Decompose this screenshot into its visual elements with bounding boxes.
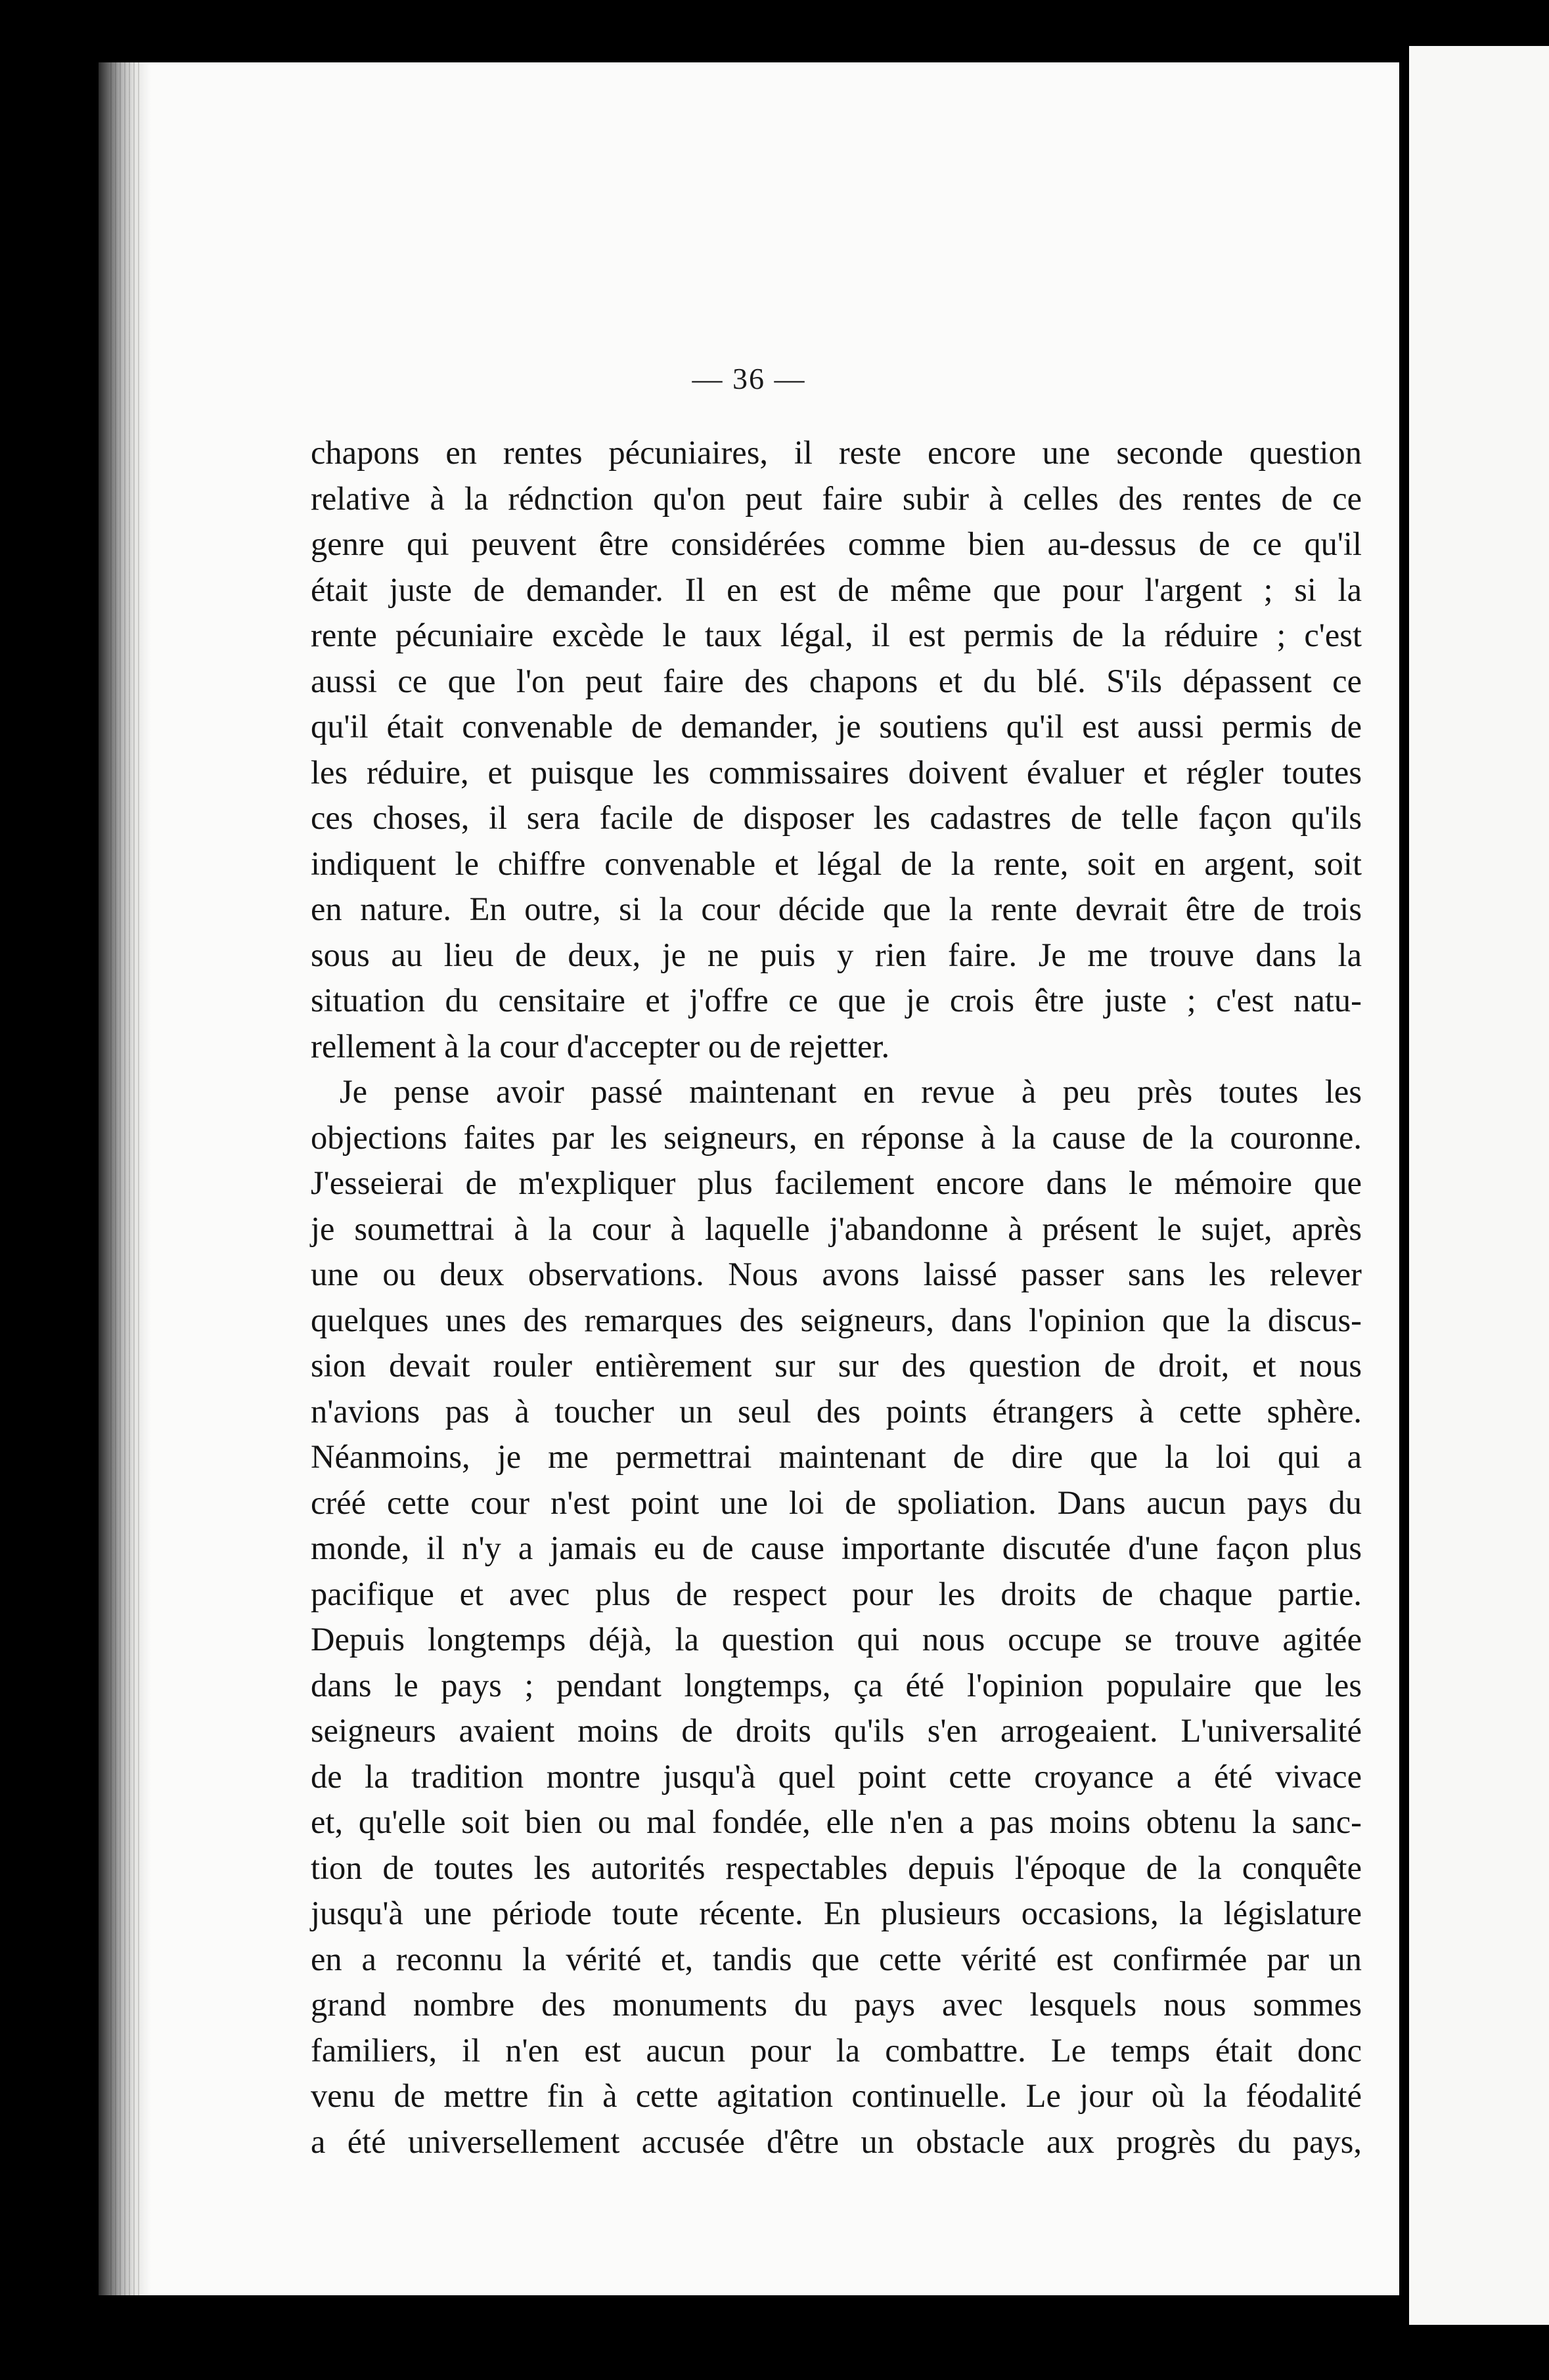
text-line: aussi ce que l'on peut faire des chapons et du blé. S'ils dépassent ce	[311, 662, 1362, 699]
text-line: était juste de demander. Il en est de même que pour l'argent ; si la	[311, 571, 1362, 608]
binding-texture	[110, 62, 141, 2295]
text-line: rellement à la cour d'accepter ou de rejetter.	[311, 1027, 890, 1065]
text-line: les réduire, et puisque les commissaires doivent évaluer et régler toutes	[311, 753, 1362, 791]
text-line: familiers, il n'en est aucun pour la combattre. Le temps était donc	[311, 2031, 1362, 2069]
text-line: sion devait rouler entièrement sur sur des question de droit, et nous	[311, 1347, 1362, 1384]
text-line: monde, il n'y a jamais eu de cause importante discutée d'une façon plus	[311, 1530, 1362, 1566]
text-line: a été universellement accusée d'être un obstacle aux progrès du pays,	[311, 2123, 1362, 2160]
text-line: indiquent le chiffre convenable et légal de la rente, soit en argent, soit	[311, 845, 1362, 882]
text-line: qu'il était convenable de demander, je soutiens qu'il est aussi permis de	[311, 708, 1362, 745]
book-page	[99, 62, 1399, 2295]
page-binding	[99, 62, 151, 2295]
text-line: chapons en rentes pécuniaires, il reste encore une seconde question	[311, 434, 1362, 471]
text-line: dans le pays ; pendant longtemps, ça été l'opinion populaire que les	[311, 1666, 1362, 1704]
text-line: une ou deux observations. Nous avons laissé passer sans les relever	[311, 1256, 1362, 1292]
text-line: rente pécuniaire excède le taux légal, il est permis de la réduire ; c'est	[311, 617, 1362, 653]
text-line: pacifique et avec plus de respect pour les droits de chaque partie.	[311, 1575, 1362, 1612]
text-line: situation du censitaire et j'offre ce que je crois être juste ; c'est natu-	[311, 982, 1362, 1019]
text-line: en nature. En outre, si la cour décide que la rente devrait être de trois	[311, 891, 1362, 927]
text-line: créé cette cour n'est point une loi de spoliation. Dans aucun pays du	[311, 1484, 1362, 1521]
text-line: grand nombre des monuments du pays avec lesquels nous sommes	[311, 1986, 1362, 2023]
text-line: Néanmoins, je me permettrai maintenant de dire que la loi qui a	[311, 1438, 1362, 1475]
text-line: quelques unes des remarques des seigneurs, dans l'opinion que la discus-	[311, 1301, 1362, 1338]
text-line: tion de toutes les autorités respectables depuis l'époque de la conquête	[311, 1849, 1362, 1886]
text-line: en a reconnu la vérité et, tandis que cette vérité est confirmée par un	[311, 1940, 1362, 1977]
text-line: objections faites par les seigneurs, en réponse à la cause de la couronne.	[311, 1118, 1362, 1156]
text-line: et, qu'elle soit bien ou mal fondée, elle n'en a pas moins obtenu la sanc-	[311, 1803, 1362, 1840]
text-line: je soumettrai à la cour à laquelle j'abandonne à présent le sujet, après	[311, 1210, 1362, 1247]
text-line: ces choses, il sera facile de disposer les cadastres de telle façon qu'ils	[311, 799, 1362, 836]
facing-page-edge	[1409, 46, 1549, 2325]
text-line: de la tradition montre jusqu'à quel point cette croyance a été vivace	[311, 1757, 1362, 1795]
text-line: genre qui peuvent être considérées comme bien au-dessus de ce qu'il	[311, 525, 1362, 562]
text-line: J'esseierai de m'expliquer plus facilement encore dans le mémoire que	[311, 1164, 1362, 1201]
text-line: n'avions pas à toucher un seul des points étrangers à cette sphère.	[311, 1392, 1362, 1430]
text-line: Depuis longtemps déjà, la question qui nous occupe se trouve agitée	[311, 1621, 1362, 1658]
text-line: jusqu'à une période toute récente. En plusieurs occasions, la législature	[311, 1895, 1362, 1931]
text-line: relative à la rédnction qu'on peut faire subir à celles des rentes de ce	[311, 479, 1362, 517]
text-line: venu de mettre fin à cette agitation continuelle. Le jour où la féodalité	[311, 2077, 1362, 2114]
text-line: Je pense avoir passé maintenant en revue à peu près toutes les	[340, 1073, 1362, 1110]
page-number: — 36 —	[692, 362, 806, 395]
body-text	[311, 430, 1362, 2165]
text-line: seigneurs avaient moins de droits qu'ils s'en arrogeaient. L'universalité	[311, 1712, 1362, 1749]
text-line: sous au lieu de deux, je ne puis y rien faire. Je me trouve dans la	[311, 936, 1362, 973]
